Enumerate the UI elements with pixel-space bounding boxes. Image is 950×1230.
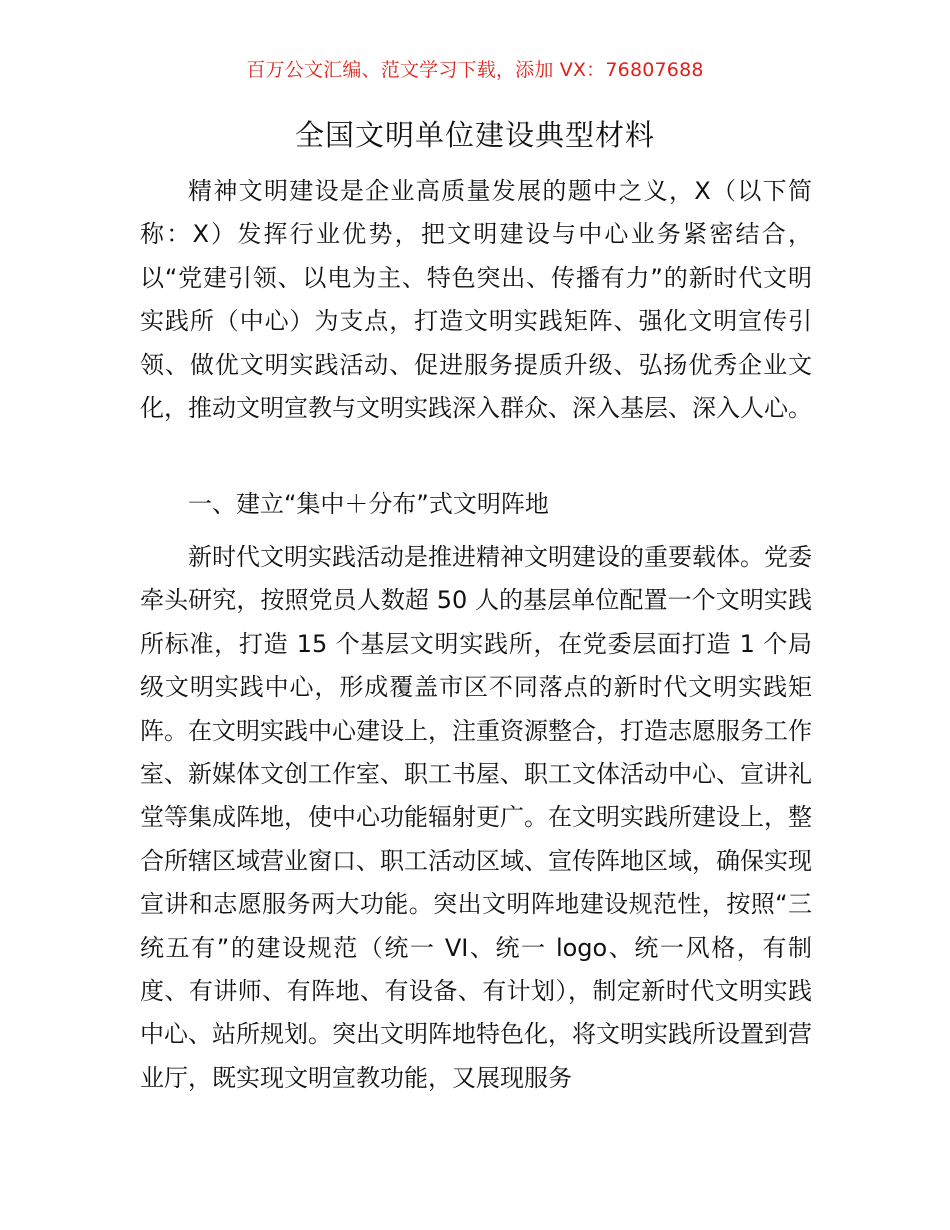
intro-paragraph: 精神文明建设是企业高质量发展的题中之义，X（以下简称：X）发挥行业优势，把文明建设与中心业务紧密结合，以“党建引领、以电为主、特色突出、传播有力”的新时代文明实践所（中心）为支点，打造文明实践矩阵、强化文明宣传引领、做优文明实践活动、促进服务提质升级、弘扬优秀企业文化，推动文明宣教与文明实践深入群众、深入基层、深入人心。: [140, 177, 812, 423]
section-1-paragraph: 新时代文明实践活动是推进精神文明建设的重要载体。党委牵头研究，按照党员人数超 50 人的基层单位配置一个文明实践所标准，打造 15 个基层文明实践所，在党委层面打造 1 个局级文明实践中心，形成覆盖市区不同落点的新时代文明实践矩阵。在文明实践中心建设上，注重资源整合，打造志愿服务工作室、新媒体文创工作室、职工书屋、职工文体活动中心、宣讲礼堂等集成阵地，使中心功能辐射更广。在文明实践所建设上，整合所辖区域营业窗口、职工活动区域、宣传阵地区域，确保实现宣讲和志愿服务两大功能。突出文明阵地建设规范性，按照“三统五有”的建设规范（统一 VI、统一 logo、统一风格，有制度、有讲师、有阵地、有设备、有计划），制定新时代文明实践中心、站所规划。突出文明阵地特色化，将文明实践所设置到营业厅，既实现文明宣教功能，又展现服务: [140, 543, 812, 1092]
section-1-heading: 一、建立“集中＋分布”式文明阵地: [188, 490, 549, 518]
header-promo-note: 百万公文汇编、范文学习下载，添加 VX：76807688: [246, 59, 704, 81]
document-title: 全国文明单位建设典型材料: [294, 118, 655, 152]
